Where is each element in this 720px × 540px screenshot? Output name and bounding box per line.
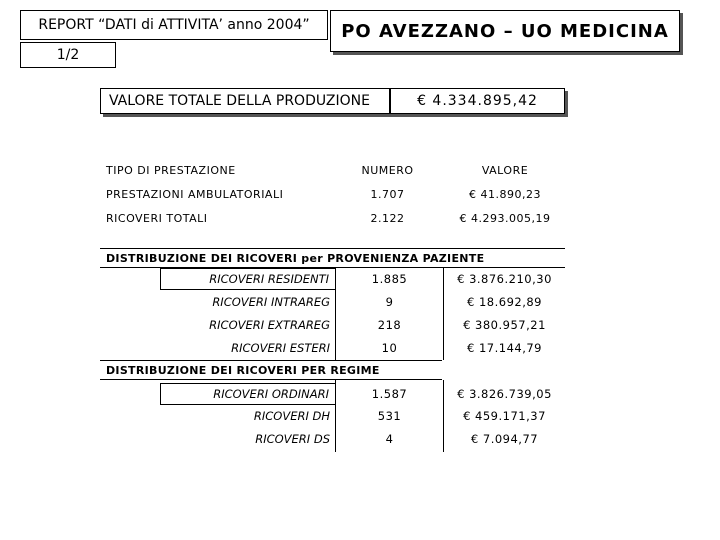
row-label: PRESTAZIONI AMBULATORIALI [106, 187, 284, 201]
provenienza-row-valore: € 380.957,21 [463, 318, 546, 332]
provenienza-row-numero: 218 [377, 318, 402, 332]
regime-row-label: RICOVERI ORDINARI [160, 383, 336, 405]
header-numero: NUMERO [361, 163, 414, 177]
provenienza-section-title: DISTRIBUZIONE DEI RICOVERI per PROVENIENZA PAZIENTE [100, 248, 565, 268]
table-row [100, 206, 565, 230]
regime-row-numero: 531 [377, 409, 402, 423]
header-tipo: TIPO DI PRESTAZIONE [106, 163, 236, 177]
report-title: REPORT “DATI di ATTIVITA’ anno 2004” [20, 10, 328, 40]
provenienza-row-valore: € 17.144,79 [467, 341, 542, 355]
row-numero: 2.122 [370, 211, 405, 225]
provenienza-row-valore: € 18.692,89 [467, 295, 542, 309]
regime-row-numero: 4 [385, 432, 394, 446]
row-valore: € 41.890,23 [469, 187, 541, 201]
total-production-label: VALORE TOTALE DELLA PRODUZIONE [100, 88, 390, 114]
regime-row-valore: € 7.094,77 [470, 432, 539, 446]
regime-row-numero: 1.587 [371, 387, 408, 401]
provenienza-row-label: RICOVERI EXTRAREG [209, 318, 330, 332]
regime-row-label: RICOVERI DH [253, 409, 330, 423]
provenienza-row-label: RICOVERI INTRAREG [212, 295, 330, 309]
regime-section-title: DISTRIBUZIONE DEI RICOVERI PER REGIME [100, 360, 442, 380]
main-table [100, 158, 565, 230]
provenienza-row-valore: € 3.876.210,30 [457, 272, 552, 286]
regime-row-label: RICOVERI DS [255, 432, 330, 446]
row-valore: € 4.293.005,19 [459, 211, 551, 225]
table-row [100, 182, 565, 206]
page-indicator: 1/2 [20, 42, 116, 68]
row-label: RICOVERI TOTALI [106, 211, 208, 225]
row-numero: 1.707 [370, 187, 405, 201]
provenienza-row-numero: 10 [381, 341, 398, 355]
unit-title: PO AVEZZANO – UO MEDICINA [330, 10, 680, 52]
regime-row-valore: € 3.826.739,05 [457, 387, 552, 401]
provenienza-row-numero: 9 [385, 295, 394, 309]
main-table-header [100, 158, 565, 182]
provenienza-row-label: RICOVERI ESTERI [231, 341, 330, 355]
regime-row-valore: € 459.171,37 [463, 409, 546, 423]
provenienza-row-numero: 1.885 [371, 272, 408, 286]
total-production-value: € 4.334.895,42 [390, 88, 565, 114]
header-valore: VALORE [481, 163, 529, 177]
provenienza-row-label: RICOVERI RESIDENTI [160, 268, 336, 290]
